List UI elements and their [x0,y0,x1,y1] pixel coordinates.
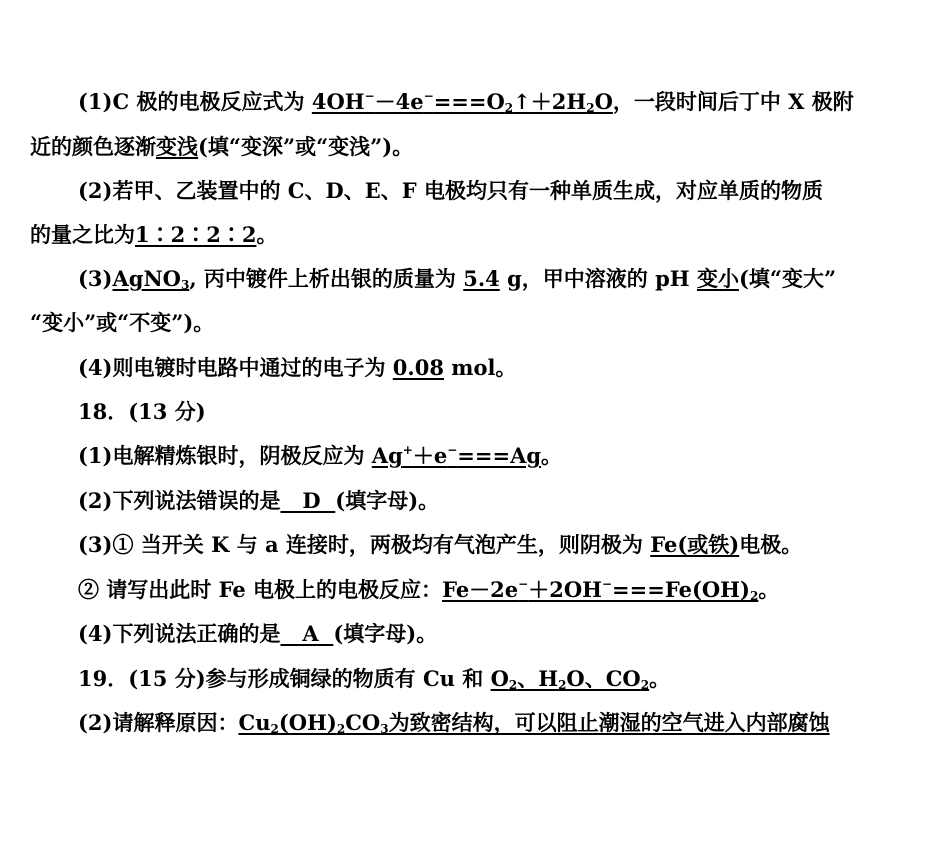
question-text: ① 当开关 K 与 a 连接时，两极均有气泡产生，则阴极为 [112,532,651,557]
answer-blank: 5.4 [463,266,500,291]
q17-part3-line2 [30,309,922,337]
answer-electrode-equation: $4OH^--4e^-===O_2↑+2H_2O$ [311,89,613,115]
answer-blank: 变小 [696,266,739,291]
question-text: 下列说法错误的是 [112,488,281,513]
q17-part4 [78,354,922,382]
question-text: 。 [758,577,780,602]
question-text: 的量之比为 [30,222,135,247]
part-label: (4) [78,621,113,646]
answer-blank: D [280,488,336,513]
part-label: (1) [78,443,113,468]
question-text: (填字母)。 [333,621,438,646]
question-text: 电解精炼银时，阴极反应为 [112,443,372,468]
answer-blank: Fe(或铁) [650,532,740,557]
q18-part1 [78,442,922,470]
answer-blank: A [280,621,334,646]
question-text: mol。 [443,355,517,380]
question-text: 。 [541,443,563,468]
part-label: (2) [78,178,113,203]
question-text: C 极的电极反应式为 [112,89,312,114]
answer-blank: AgNO$_3$ [112,266,190,292]
question-text: 近的颜色逐渐 [30,134,156,159]
part-label: (4) [78,355,113,380]
question-text: 则电镀时电路中通过的电子为 [112,355,393,380]
answer-blank: $O_2$、$H_2O$、$CO_2$ [490,666,650,692]
question-text: (填“变大” [738,266,837,291]
question-text: 请解释原因： [112,710,239,735]
question-text: 电极。 [739,532,803,557]
q18-part4 [78,620,922,648]
question-text: (填“变深”或“变浅”)。 [198,134,414,159]
q18-header [78,398,922,426]
question-text: ，一段时间后丁中 X 极附 [612,89,854,114]
question-text: 。 [256,222,278,247]
question-text: ② 请写出此时 Fe 电极上的电极反应： [78,577,443,602]
question-text: 。 [649,666,671,691]
answer-explanation: $Cu_2(OH)_2CO_3$为致密结构，可以阻止潮湿的空气进入内部腐蚀 [238,710,830,736]
part-label: (2) [78,488,113,513]
question-text: 下列说法正确的是 [112,621,281,646]
q17-part2-line1 [78,177,922,205]
question-header: 18．(13 分) [78,399,206,424]
question-text: g，甲中溶液的 pH [499,266,697,291]
q18-part3-item1 [78,531,922,559]
answer-blank: 1∶2∶2∶2 [135,222,257,247]
question-text: “变小”或“不变”)。 [30,310,215,335]
answer-cathode-equation: Ag+＋e−===Ag [371,443,542,468]
q18-part2 [78,487,922,515]
q19-part2 [78,709,922,737]
question-header: 19．(15 分) [78,666,206,691]
q17-part3-line1 [78,265,922,293]
q18-part3-item2 [78,576,922,604]
part-label: (3) [78,266,113,291]
part-label: (2) [78,710,113,735]
part-label: (3) [78,532,113,557]
q17-part1-line1 [78,88,922,116]
question-text: (填字母)。 [335,488,440,513]
q17-part1-line2 [30,133,922,161]
question-text: 若甲、乙装置中的 C、D、E、F 电极均只有一种单质生成，对应单质的物质 [112,178,823,203]
q19-part1 [78,665,922,693]
answer-blank: 变浅 [156,134,198,159]
answer-fe-equation: $Fe-2e^-+2OH^-===Fe(OH)_2$ [442,577,759,603]
question-text: 参与形成铜绿的物质有 Cu 和 [205,666,491,691]
part-label: (1) [78,89,113,114]
question-text: , 丙中镀件上析出银的质量为 [189,266,464,291]
q17-part2-line2 [30,221,922,249]
answer-blank: 0.08 [392,355,444,380]
